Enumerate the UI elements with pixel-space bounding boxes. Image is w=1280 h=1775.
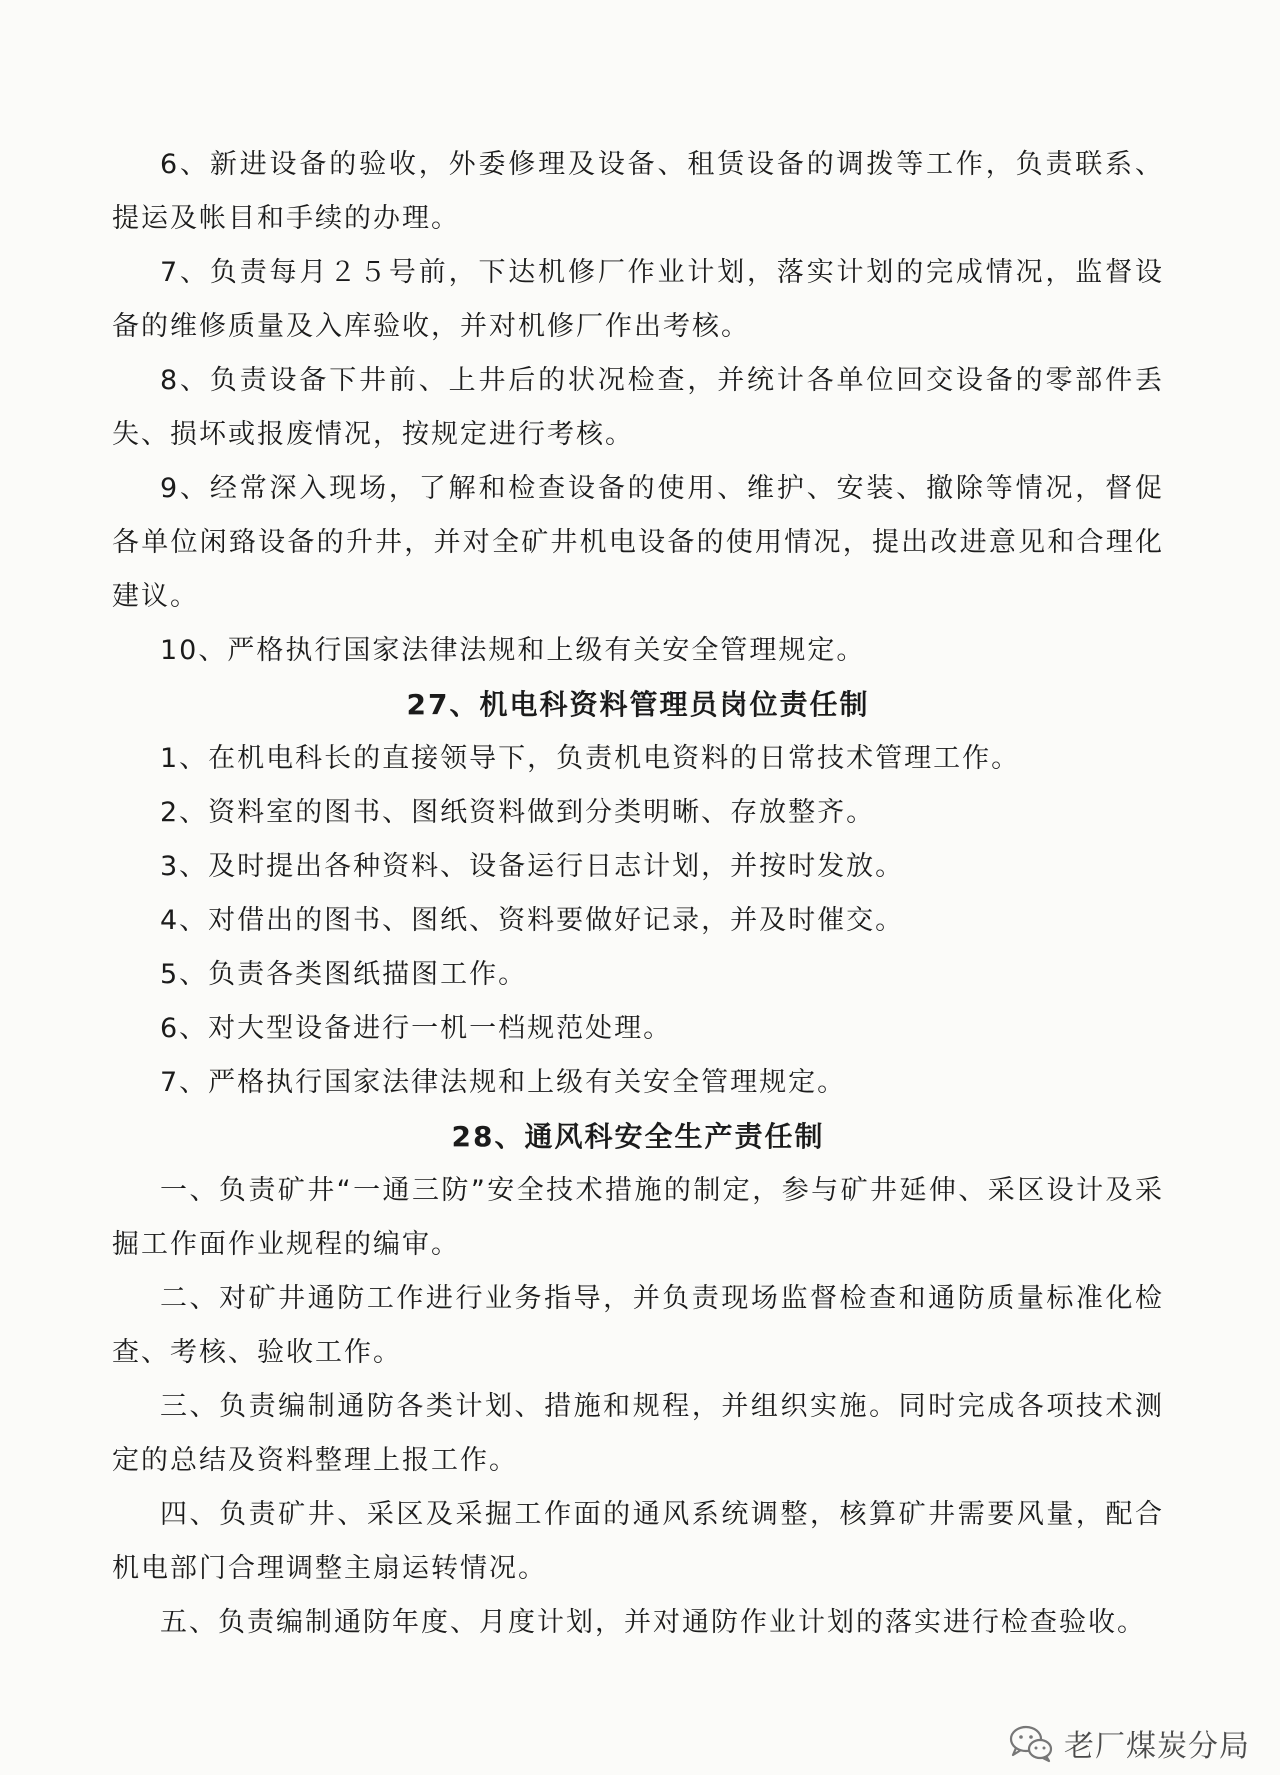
paragraph-item-10: 10、严格执行国家法律法规和上级有关安全管理规定。 [160,635,866,666]
paragraph-item-9: 9、经常深入现场，了解和检查设备的使用、维护、安装、撤除等情况，督促各单位闲臵设备的升井，并对全矿井机电设备的使用情况，提出改进意见和合理化建议。 [112,473,1164,612]
section-27-item-2: 2、资料室的图书、图纸资料做到分类明晰、存放整齐。 [160,797,876,828]
wechat-icon [1008,1723,1054,1763]
paragraph-item-7: 7、负责每月２５号前，下达机修厂作业计划，落实计划的完成情况，监督设备的维修质量及入库验收，并对机修厂作出考核。 [112,257,1164,342]
section-28-item-2: 二、对矿井通防工作进行业务指导，并负责现场监督检查和通防质量标准化检查、考核、验收工作。 [112,1283,1164,1368]
section-27-item-4: 4、对借出的图书、图纸、资料要做好记录，并及时催交。 [160,905,905,936]
section-27-item-5: 5、负责各类图纸描图工作。 [160,959,528,990]
section-27-title: 27、机电科资料管理员岗位责任制 [406,688,870,721]
section-28-item-4: 四、负责矿井、采区及采掘工作面的通风系统调整，核算矿井需要风量，配合机电部门合理调整主扇运转情况。 [112,1499,1164,1584]
section-28-item-3: 三、负责编制通防各类计划、措施和规程，并组织实施。同时完成各项技术测定的总结及资料整理上报工作。 [112,1391,1164,1476]
section-27-item-7: 7、严格执行国家法律法规和上级有关安全管理规定。 [160,1067,847,1098]
section-28-item-1: 一、负责矿井“一通三防”安全技术措施的制定，参与矿井延伸、采区设计及采掘工作面作业规程的编审。 [112,1175,1164,1260]
section-27-item-3: 3、及时提出各种资料、设备运行日志计划，并按时发放。 [160,851,905,882]
document-page [112,138,1164,1650]
watermark [1008,1719,1250,1767]
section-28-title: 28、通风科安全生产责任制 [451,1120,825,1153]
section-27-item-6: 6、对大型设备进行一机一档规范处理。 [160,1013,673,1044]
watermark-text: 老厂煤炭分局 [1064,1729,1250,1764]
paragraph-item-8: 8、负责设备下井前、上井后的状况检查，并统计各单位回交设备的零部件丢失、损坏或报废情况，按规定进行考核。 [112,365,1164,450]
paragraph-item-6: 6、新进设备的验收，外委修理及设备、租赁设备的调拨等工作，负责联系、提运及帐目和手续的办理。 [112,149,1164,234]
section-28-item-5: 五、负责编制通防年度、月度计划，并对通防作业计划的落实进行检查验收。 [160,1607,1146,1638]
section-27-item-1: 1、在机电科长的直接领导下，负责机电资料的日常技术管理工作。 [160,743,1021,774]
